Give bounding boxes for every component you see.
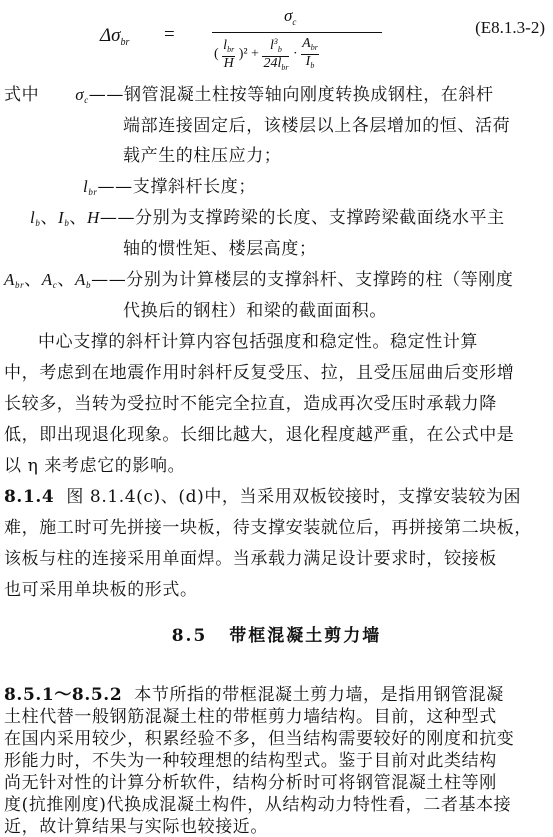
frac2-top-sub: b [277,45,282,54]
equation-number: (E8.1.3-2) [475,18,545,37]
formula-lhs [100,25,129,48]
fraction-bottom [301,55,319,72]
definition-lb-ib-h [30,203,505,228]
frac2-top: l [270,38,274,53]
definition-prefix: 式中 [4,85,40,105]
definition-continuation: 轴的惯性矩、楼层高度； [123,239,317,259]
separator: 、 [24,270,42,290]
formula-paren-close-squared: )² + [238,46,263,62]
symbol-sub: c [84,95,89,105]
definition-sigma-c [4,80,494,105]
formula-paren-open: ( [214,46,219,62]
symbol-sigma-c [75,85,89,104]
definition-text: ——分别为计算楼层的支撑斜杆、支撑跨的柱（等刚度 [91,270,514,290]
formula-denominator [214,35,384,72]
clause-number: 8.5.1～8.5.2 [4,685,123,705]
paragraph-line: 度(抗推刚度)代换成混凝土构件，从结构动力特性看，二者基本接 [4,795,512,815]
formula-fraction-bar [212,32,382,33]
paragraph-line: 以 η 来考虑它的影响。 [4,456,186,476]
section-heading [0,621,553,646]
frac1-top-sub: br [227,45,235,54]
frac3-top-sub: br [310,43,318,52]
formula-lhs-subscript: br [120,37,130,48]
definition-text: ——分别为支撑跨梁的长度、支撑跨梁截面绕水平主 [99,208,505,228]
symbol-ib [58,208,69,227]
formula-lhs-symbol: Δσ [100,25,121,46]
symbol-main: l [83,177,89,196]
frac3-bottom: I [305,54,311,69]
definition-text: ——支撑斜杆长度； [97,177,256,197]
fraction-lb3-over-24lbr [262,35,289,74]
section-number: 8.5 [171,626,208,646]
clause-number: 8.1.4 [4,487,55,507]
symbol-lb [30,208,40,227]
definition-continuation: 代换后的钢柱）和梁的截面面积。 [123,301,387,321]
frac2-bottom: 24l [263,56,282,71]
fraction-top [222,39,235,57]
fraction-top [262,35,289,57]
frac1-top: l [223,38,228,53]
formula-dot: · [292,46,302,62]
paragraph-line: 该板与柱的连接采用单面焊。当承载力满足设计要求时，铰接板 [4,549,497,569]
section-title: 带框混凝土剪力墙 [229,626,382,646]
definition-text: ——钢管混凝土柱按等轴向刚度转换成钢柱，在斜杆 [88,85,494,105]
frac2-bottom-sub: br [281,63,289,72]
symbol-sub: b [35,218,41,228]
symbol-sub: br [88,187,98,197]
frac3-top: A [302,36,311,51]
symbol-sub: b [64,218,70,228]
paragraph-line: 低，即出现退化现象。长细比越大，退化程度越严重，在公式中是 [4,425,515,445]
paragraph-line: 土柱代替一般钢筋混凝土柱的带框剪力墙结构。目前，这种型式 [4,707,497,727]
formula-e8-1-3-2 [100,4,400,72]
symbol-main: σ [75,85,85,104]
symbol-sub: br [14,280,25,290]
paragraph-line: 在国内采用较少，积累经验不多，但当结构需要较好的刚度和抗变 [4,729,515,749]
fraction-top [301,37,319,55]
formula-equals: = [164,24,175,45]
paragraph-line: 中心支撑的斜杆计算内容包括强度和稳定性。稳定性计算 [38,332,478,352]
formula-numerator-subscript: c [292,17,297,27]
separator: 、 [40,208,59,228]
clause-8-1-4-first-line [4,482,521,507]
fraction-lbr-over-h [222,39,235,70]
frac1-bottom: H [223,56,234,71]
symbol-ab [75,270,91,289]
symbol-ac [42,270,58,289]
symbol-main: A [41,270,53,289]
paragraph-line: 尚无针对性的计算分析软件，结构分析时可将钢管混凝土柱等刚 [4,773,497,793]
symbol-main: l [30,208,36,227]
symbol-main: I [58,208,65,227]
symbol-main: A [4,270,15,289]
paragraph-line: 形能力时，不失为一种较理想的结构型式。鉴于目前对此类结构 [4,751,497,771]
frac3-bottom-sub: b [310,61,315,70]
paragraph-line: 长较多，当转为受拉时不能完全拉直，造成再次受压时承载力降 [4,394,497,414]
paragraph-line: 中，考虑到在地震作用时斜杆反复受压、拉，且受压屈曲后变形增 [4,363,515,383]
clause-text: 图 8.1.4(c)、(d)中，当采用双板铰接时，支撑安装较为困 [66,487,522,507]
symbol-sub: c [52,280,58,290]
paragraph-line: 也可采用单块板的形式。 [4,580,198,600]
fraction-abr-over-ib [301,37,319,72]
clause-text: 本节所指的带框混凝土剪力墙，是指用钢管混凝 [134,685,504,705]
frac2-top-sup: 3 [273,37,278,46]
definition-areas [4,265,514,290]
symbol-sub: b [85,280,92,290]
symbol-h: H [87,208,100,227]
definition-continuation: 载产生的柱压应力； [123,146,282,166]
separator: 、 [69,208,88,228]
fraction-bottom [262,57,289,74]
definition-lbr [83,172,256,197]
formula-numerator-symbol: σ [284,6,293,25]
paragraph-line: 近，故计算结果与实际也较接近。 [4,817,268,837]
separator: 、 [57,270,75,290]
formula-numerator [284,6,296,27]
symbol-main: A [75,270,86,289]
symbol-lbr [83,177,98,196]
symbol-abr [4,270,24,289]
definition-continuation: 端部连接固定后，该楼层以上各层增加的恒、活荷 [123,116,511,136]
paragraph-line: 难，施工时可先拼接一块板，待支撑安装就位后，再拼接第二块板， [4,518,532,538]
